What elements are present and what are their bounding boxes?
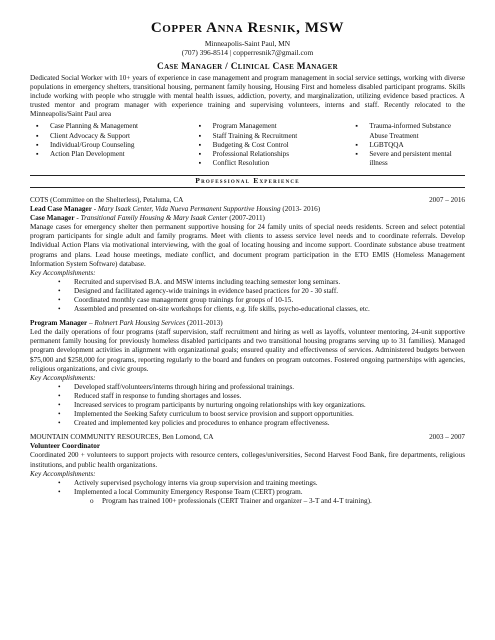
- role-line: [30, 205, 465, 214]
- skill-item: ▪ Professional Relationships: [199, 150, 356, 159]
- role-detail: Transitional Family Housing & Mary Isaak Center: [80, 214, 228, 223]
- role-title: Program Manager: [30, 319, 88, 328]
- job-header-mcr: [30, 433, 465, 442]
- skills-column-2: [199, 122, 356, 167]
- list-item: • Implemented the Seeking Safety curriculum to boost service provision and support opportunities.: [74, 410, 465, 419]
- list-item-text: Implemented a local Community Emergency Response Team (CERT) program.: [74, 487, 303, 496]
- skill-item: ▪ Staff Training & Recruitment: [199, 132, 356, 141]
- skill-item: ▪ Action Plan Development: [36, 150, 199, 159]
- accomplishment-list: [30, 383, 465, 428]
- contact-separator: |: [229, 48, 232, 57]
- role-title: Volunteer Coordinator: [30, 442, 101, 451]
- skill-item: ▪ Case Planning & Management: [36, 122, 199, 131]
- list-item: • Developed staff/volunteers/interns through hiring and professional trainings.: [74, 383, 465, 392]
- section-rule-bottom: [30, 187, 465, 188]
- list-item: • Recruited and supervised B.A. and MSW interns including teaching semester long seminars.: [74, 278, 465, 287]
- role-years: (2011-2013): [185, 319, 223, 328]
- skills-grid: [36, 122, 465, 167]
- experience-section-header: [30, 175, 465, 188]
- list-item: [74, 488, 465, 506]
- job-description: Led the daily operations of four programs (staff supervision, staff recruitment and hiring as well as layoffs, volunteer mentoring, 24-unit supportive permanent family housing for previously homeless disabled participants and two transitional housing programs serving up to 31 families). Managed program development activities in alignment with organizational goals; ensured quality and effectiveness of services. Administered budgets between $75,000 and $258,000 for programs, reporting regularly to the board and funders on program outcomes. Fostered ongoing partnerships with agencies, religious organizations, and civic groups.: [30, 328, 465, 373]
- accomplishment-list: [30, 479, 465, 506]
- role-title: Lead Case Manager: [30, 205, 92, 214]
- role-dash: –: [87, 319, 95, 328]
- skills-column-3: [355, 122, 465, 167]
- accomplishment-list: [30, 278, 465, 314]
- role-line: [30, 214, 465, 223]
- sub-list-item: o Program has trained 100+ professionals (CERT Trainer and organizer – 3-T and 4-T training).: [102, 497, 465, 506]
- section-title: Professional Experience: [195, 175, 300, 185]
- job-description: Coordinated 200 + volunteers to support projects with resource centers, colleges/universities, Second Harvest Food Bank, fire departments, religious institutions, and public health organizations.: [30, 451, 465, 469]
- employer: MOUNTAIN COMMUNITY RESOURCES, Ben Lomond, CA: [30, 433, 214, 442]
- skill-item: ▪ Program Management: [199, 122, 356, 131]
- accomplishments-label: Key Accomplishments:: [30, 373, 96, 382]
- role-title: Case Manager: [30, 214, 75, 223]
- list-item: • Designed and facilitated agency-wide trainings in evidence based practices for 20 - 30 staff.: [74, 287, 465, 296]
- job-header-cots: [30, 196, 465, 205]
- job-dates: 2007 – 2016: [429, 195, 465, 204]
- accomplishments-label: Key Accomplishments:: [30, 469, 96, 478]
- contact-line: [30, 48, 465, 57]
- skill-item: ▪ LGBTQQA: [355, 141, 465, 150]
- employer: COTS (Committee on the Shelterless), Petaluma, CA: [30, 195, 184, 204]
- list-item: • Reduced staff in response to funding shortages and losses.: [74, 392, 465, 401]
- accomplishments-label: Key Accomplishments:: [30, 268, 96, 277]
- headline: Case Manager / Clinical Case Manager: [157, 62, 338, 72]
- skill-item: ▪ Severe and persistent mental illness: [355, 150, 465, 168]
- role-dash: -: [91, 205, 98, 214]
- role-years: (2013- 2016): [280, 205, 321, 214]
- list-item: • Coordinated monthly case management group trainings for groups of 10-15.: [74, 296, 465, 305]
- sub-list: [74, 497, 465, 506]
- skill-item: ▪ Trauma-informed Substance Abuse Treatment: [355, 122, 465, 140]
- skill-item: ▪ Conflict Resolution: [199, 159, 356, 168]
- email-link[interactable]: copperresnik7@gmail.com: [233, 48, 314, 57]
- skill-item: ▪ Client Advocacy & Support: [36, 132, 199, 141]
- role-detail: Mary Isaak Center, Vida Nueva Permanent Supportive Housing: [97, 205, 281, 214]
- skills-column-1: [36, 122, 199, 167]
- role-line: [30, 319, 465, 328]
- list-item: • Actively supervised psychology interns via group supervision and training meetings.: [74, 479, 465, 488]
- list-item: • Increased services to program participants by nurturing ongoing relationships with key organizations.: [74, 401, 465, 410]
- candidate-name: Copper Anna Resnik, MSW: [150, 20, 345, 36]
- role-years: (2007-2011): [227, 214, 265, 223]
- location: Minneapolis-Saint Paul, MN: [204, 39, 291, 48]
- job-dates: 2003 – 2007: [429, 433, 465, 442]
- role-dash: -: [74, 214, 81, 223]
- role-detail: Rohnert Park Housing Services: [94, 319, 186, 328]
- phone: (707) 396-8514: [181, 48, 228, 57]
- skill-item: ▪ Individual/Group Counseling: [36, 141, 199, 150]
- list-item: • Created and implemented key policies and procedures to enhance program effectiveness.: [74, 419, 465, 428]
- skill-item: ▪ Budgeting & Cost Control: [199, 141, 356, 150]
- list-item: • Assembled and presented on-site workshops for clients, e.g. life skills, psycho-educational classes, etc.: [74, 305, 465, 314]
- summary: Dedicated Social Worker with 10+ years of experience in case management and program management in social service settings, working with diverse populations in emergency shelters, transitional housing, permanent family housing, Housing First and homeless disabled participant programs. Skills include working with people who struggle with mental health issues, addiction, poverty, and marginalization, utilizing evidence based practices. A trusted mentor and program manager with experience training and supervising volunteers, interns and staff. Recently relocated to the Minneapolis/Saint Paul area: [30, 74, 465, 119]
- job-description: Manage cases for emergency shelter then permanent supportive housing for 24 family units of special needs residents. Screen and select potential program participants for single adult and family programs. Meet with clients to assess service level needs and to coordinate referrals. Develop Individual Action Plans via motivational interviewing, with the goal of locating housing and income support. Coordinate substance abuse treatment programs and plans. Lead house meetings, mediate conflict, and document program participation in the ETO EMIS (Homeless Management Information System Software) database.: [30, 223, 465, 268]
